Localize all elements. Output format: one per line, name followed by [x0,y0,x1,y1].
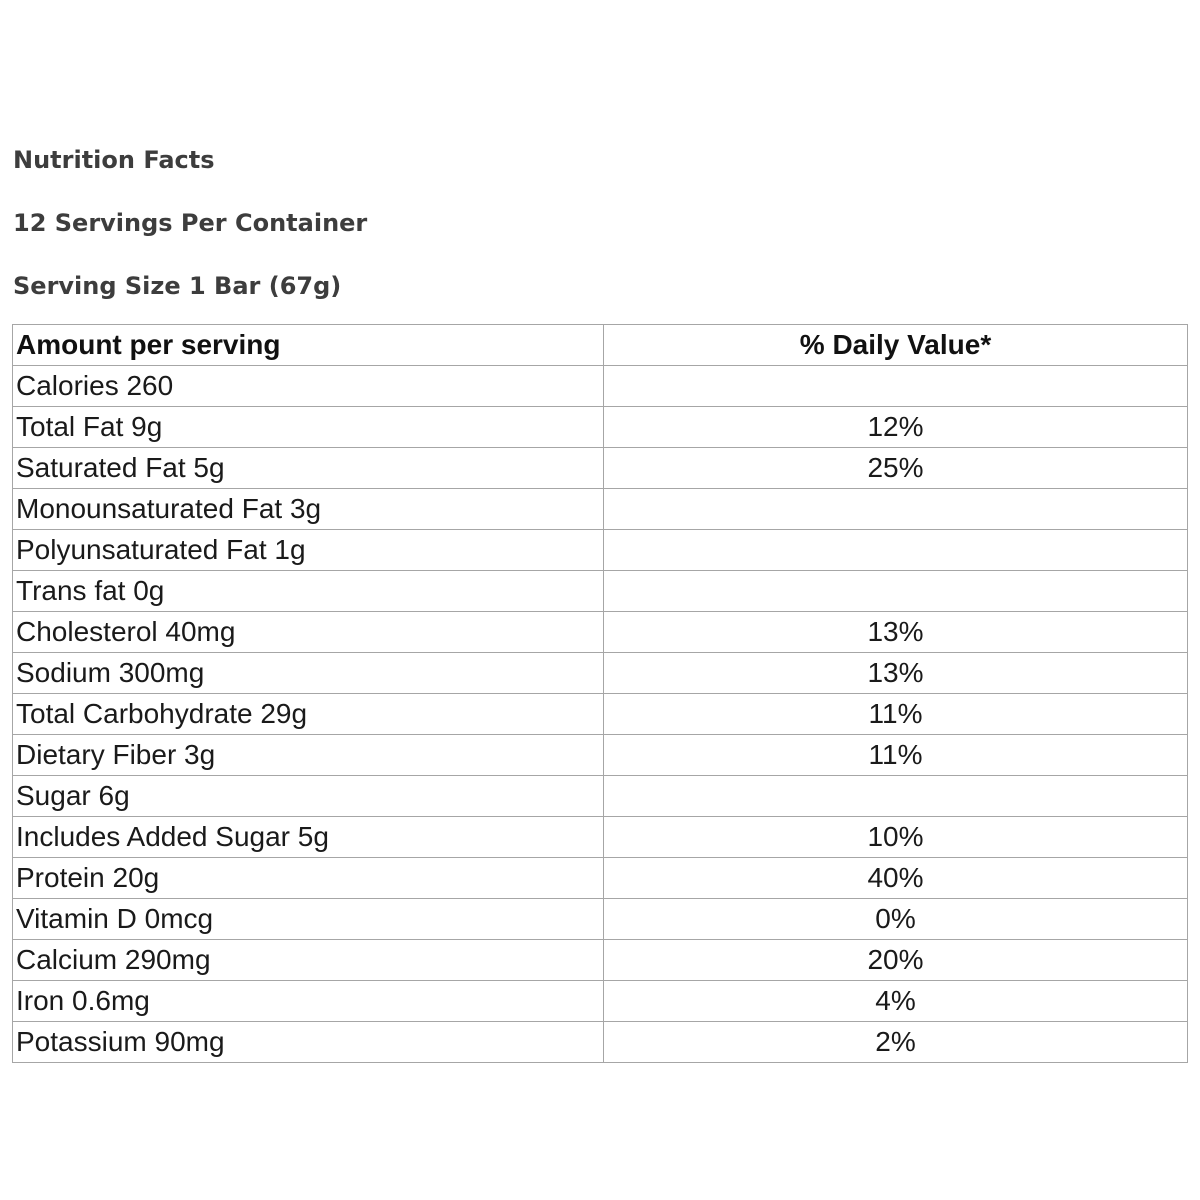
nutrient-cell: Includes Added Sugar 5g [13,817,604,858]
daily-value-cell [604,530,1188,571]
nutrient-cell: Polyunsaturated Fat 1g [13,530,604,571]
table-row [13,653,1188,694]
nutrient-cell: Vitamin D 0mcg [13,899,604,940]
table-row [13,899,1188,940]
nutrient-cell: Sodium 300mg [13,653,604,694]
table-row [13,530,1188,571]
nutrition-table [12,324,1188,1063]
nutrient-cell: Cholesterol 40mg [13,612,604,653]
daily-value-cell: 11% [604,735,1188,776]
nutrition-table-body [13,366,1188,1063]
table-row [13,489,1188,530]
nutrient-cell: Calories 260 [13,366,604,407]
nutrient-cell: Potassium 90mg [13,1022,604,1063]
nutrient-cell: Sugar 6g [13,776,604,817]
nutrient-cell: Total Fat 9g [13,407,604,448]
daily-value-cell [604,571,1188,612]
daily-value-cell: 11% [604,694,1188,735]
nutrient-cell: Saturated Fat 5g [13,448,604,489]
daily-value-cell: 2% [604,1022,1188,1063]
table-header-row [13,325,1188,366]
daily-value-cell: 10% [604,817,1188,858]
table-row [13,612,1188,653]
table-row [13,1022,1188,1063]
servings-per-container: 12 Servings Per Container [13,209,368,237]
nutrient-cell: Total Carbohydrate 29g [13,694,604,735]
nutrient-cell: Iron 0.6mg [13,981,604,1022]
table-row [13,735,1188,776]
nutrient-cell: Calcium 290mg [13,940,604,981]
table-row [13,366,1188,407]
column-header-daily-value: % Daily Value* [604,325,1188,366]
nutrient-cell: Dietary Fiber 3g [13,735,604,776]
daily-value-cell: 40% [604,858,1188,899]
table-row [13,407,1188,448]
daily-value-cell: 20% [604,940,1188,981]
table-row [13,981,1188,1022]
daily-value-cell: 25% [604,448,1188,489]
daily-value-cell [604,489,1188,530]
daily-value-cell [604,366,1188,407]
table-row [13,817,1188,858]
daily-value-cell: 4% [604,981,1188,1022]
table-row [13,694,1188,735]
nutrient-cell: Trans fat 0g [13,571,604,612]
column-header-amount: Amount per serving [13,325,604,366]
table-row [13,571,1188,612]
serving-size: Serving Size 1 Bar (67g) [13,272,342,300]
table-row [13,448,1188,489]
table-row [13,940,1188,981]
daily-value-cell: 0% [604,899,1188,940]
daily-value-cell: 12% [604,407,1188,448]
nutrition-facts-title: Nutrition Facts [13,146,215,174]
table-row [13,858,1188,899]
nutrient-cell: Protein 20g [13,858,604,899]
daily-value-cell [604,776,1188,817]
nutrient-cell: Monounsaturated Fat 3g [13,489,604,530]
daily-value-cell: 13% [604,612,1188,653]
daily-value-cell: 13% [604,653,1188,694]
table-row [13,776,1188,817]
